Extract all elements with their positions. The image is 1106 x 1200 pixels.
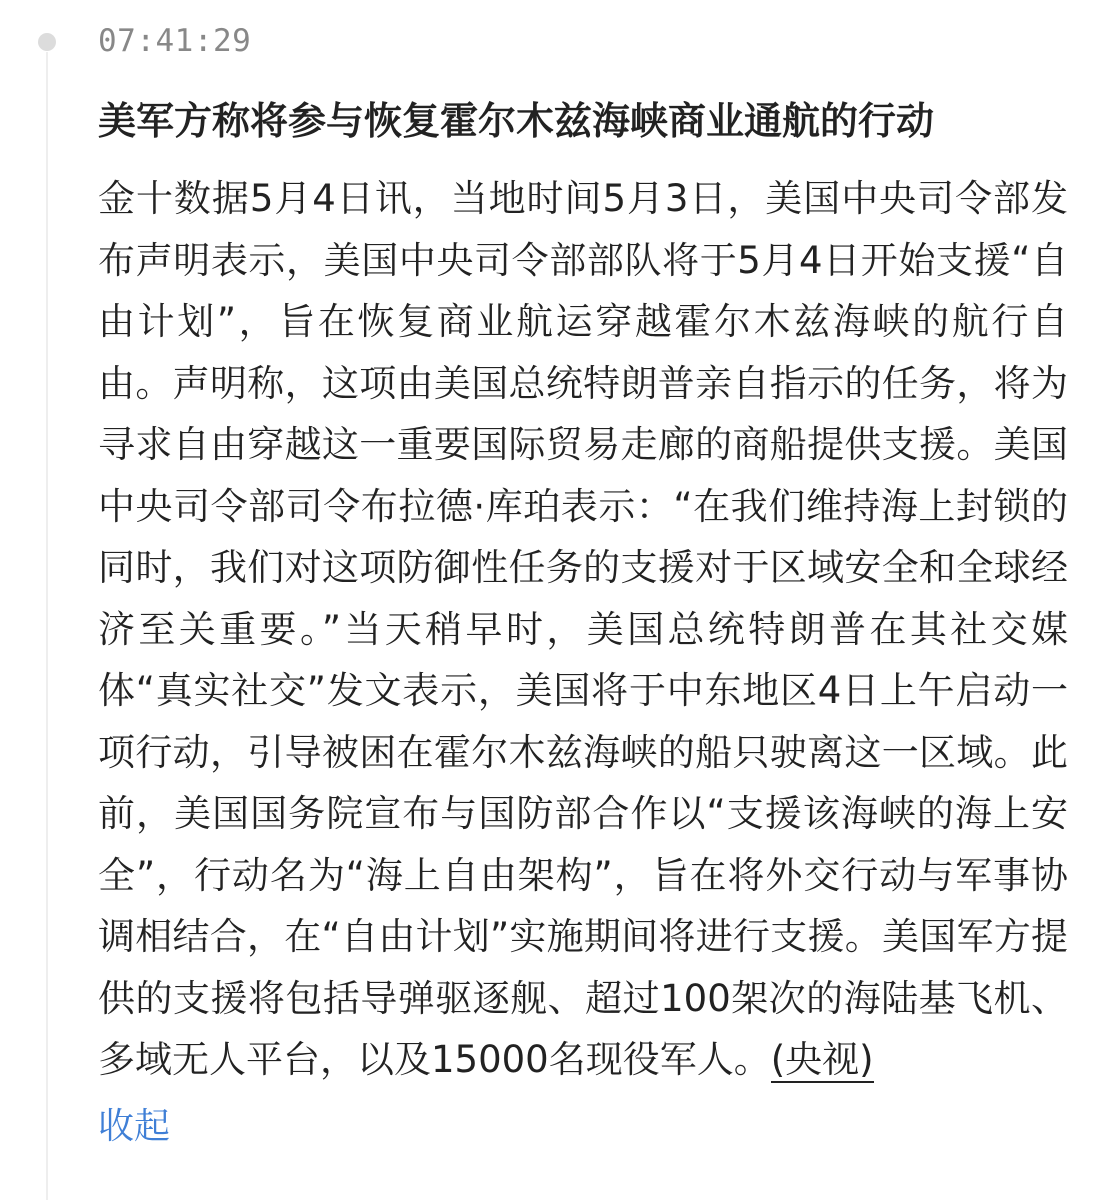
news-timestamp: 07:41:29 <box>98 23 252 59</box>
news-item <box>98 18 1068 1155</box>
news-title: 美军方称将参与恢复霍尔木兹海峡商业通航的行动 <box>98 99 935 143</box>
news-source-link[interactable]: (央视) <box>770 1038 874 1081</box>
collapse-button[interactable]: 收起 <box>98 1105 171 1147</box>
news-body: 金十数据5月4日讯，当地时间5月3日，美国中央司令部发布声明表示，美国中央司令部部队将于5月4日开始支援“自由计划”，旨在恢复商业航运穿越霍尔木兹海峡的航行自由。声明称，这项由美国总统特朗普亲自指示的任务，将为寻求自由穿越这一重要国际贸易走廊的商船提供支援。美国中央司令部司令布拉德·库珀表示：“在我们维持海上封锁的同时，我们对这项防御性任务的支援对于区域安全和全球经济至关重要。”当天稍早时，美国总统特朗普在其社交媒体“真实社交”发文表示，美国将于中东地区4日上午启动一项行动，引导被困在霍尔木兹海峡的船只驶离这一区域。此前，美国国务院宣布与国防部合作以“支援该海峡的海上安全”，行动名为“海上自由架构”，旨在将外交行动与军事协调相结合，在“自由计划”实施期间将进行支援。美国军方提供的支援将包括导弹驱逐舰、超过100架次的海陆基飞机、多域无人平台，以及15000名现役军人。 <box>98 177 1068 1081</box>
timeline-line <box>46 52 48 1200</box>
timeline-dot <box>38 33 56 51</box>
news-body-container <box>98 168 1068 1091</box>
